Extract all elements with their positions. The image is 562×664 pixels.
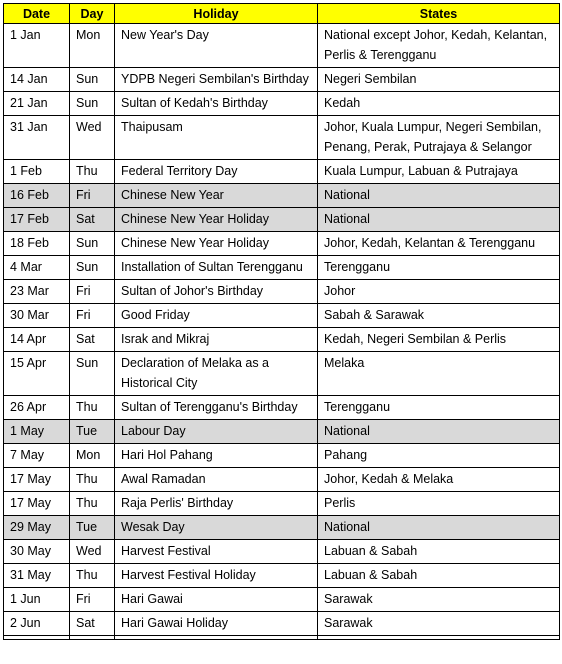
table-row xyxy=(4,612,560,636)
cell-day: Sun xyxy=(70,92,115,116)
cell-date: 4 Mar xyxy=(4,256,70,280)
cell-states: National xyxy=(318,184,560,208)
cell-states: Labuan & Sabah xyxy=(318,564,560,588)
cell-date: 17 Feb xyxy=(4,208,70,232)
cell-date: 31 May xyxy=(4,564,70,588)
cell-states: Perlis xyxy=(318,492,560,516)
cell-day: Wed xyxy=(70,116,115,160)
table-row xyxy=(4,444,560,468)
table-row xyxy=(4,540,560,564)
table-row xyxy=(4,208,560,232)
table-body xyxy=(4,24,560,640)
table-row xyxy=(4,492,560,516)
cell-day: Sun xyxy=(70,352,115,396)
cell-holiday: Raja Perlis' Birthday xyxy=(115,492,318,516)
cell-date: 23 Mar xyxy=(4,280,70,304)
cell-holiday: Thaipusam xyxy=(115,116,318,160)
table-row xyxy=(4,588,560,612)
table-row xyxy=(4,92,560,116)
cell-states: Kuala Lumpur, Labuan & Putrajaya xyxy=(318,160,560,184)
cell-states: National xyxy=(318,516,560,540)
cell-day: Sat xyxy=(70,612,115,636)
cell-date: 16 Feb xyxy=(4,184,70,208)
cell-date: 21 Jan xyxy=(4,92,70,116)
table-row xyxy=(4,68,560,92)
cell-states: Johor, Kedah, Kelantan & Terengganu xyxy=(318,232,560,256)
cell-day: Wed xyxy=(70,540,115,564)
cell-holiday: Sultan of Terengganu's Birthday xyxy=(115,396,318,420)
table-row xyxy=(4,280,560,304)
cell-states: Melaka xyxy=(318,352,560,396)
cell-date: 18 Feb xyxy=(4,232,70,256)
cell-holiday: Chinese New Year Holiday xyxy=(115,208,318,232)
cell-date: 17 May xyxy=(4,468,70,492)
cell-states: National except Johor, Kedah, Kelantan, Perlis & Terengganu xyxy=(318,24,560,68)
table-row xyxy=(4,304,560,328)
table-row xyxy=(4,256,560,280)
cell-date xyxy=(4,636,70,640)
cell-states: Negeri Sembilan xyxy=(318,68,560,92)
cell-date: 31 Jan xyxy=(4,116,70,160)
header-row xyxy=(4,4,560,24)
cell-holiday: New Year's Day xyxy=(115,24,318,68)
cell-states: Kedah xyxy=(318,92,560,116)
cell-day: Thu xyxy=(70,492,115,516)
cell-day: Fri xyxy=(70,588,115,612)
cell-states: Sarawak xyxy=(318,588,560,612)
cell-day: Sun xyxy=(70,256,115,280)
cell-states: Pahang xyxy=(318,444,560,468)
cell-holiday: Sultan of Kedah's Birthday xyxy=(115,92,318,116)
cell-day: Thu xyxy=(70,160,115,184)
cell-holiday: Israk and Mikraj xyxy=(115,328,318,352)
cell-states: Johor xyxy=(318,280,560,304)
cell-day: Fri xyxy=(70,304,115,328)
cell-date: 26 Apr xyxy=(4,396,70,420)
table-row xyxy=(4,184,560,208)
cell-holiday: Chinese New Year xyxy=(115,184,318,208)
cell-holiday: Harvest Festival xyxy=(115,540,318,564)
cell-states: Sabah & Sarawak xyxy=(318,304,560,328)
table-row xyxy=(4,232,560,256)
cell-day: Sun xyxy=(70,68,115,92)
cell-holiday: YDPB Negeri Sembilan's Birthday xyxy=(115,68,318,92)
cell-date: 17 May xyxy=(4,492,70,516)
cell-date: 15 Apr xyxy=(4,352,70,396)
table-header xyxy=(4,4,560,24)
cell-day: Sat xyxy=(70,328,115,352)
cell-date: 30 May xyxy=(4,540,70,564)
cell-day: Mon xyxy=(70,444,115,468)
table-row xyxy=(4,516,560,540)
cell-day: Mon xyxy=(70,24,115,68)
holiday-table xyxy=(3,3,560,640)
cell-date: 1 Jun xyxy=(4,588,70,612)
cell-states: Terengganu xyxy=(318,256,560,280)
cell-day: Thu xyxy=(70,468,115,492)
cell-states: Terengganu xyxy=(318,396,560,420)
cell-date: 1 Jan xyxy=(4,24,70,68)
header-date: Date xyxy=(4,4,70,24)
cell-date: 7 May xyxy=(4,444,70,468)
cell-date: 30 Mar xyxy=(4,304,70,328)
cell-date: 1 Feb xyxy=(4,160,70,184)
cell-holiday: Labour Day xyxy=(115,420,318,444)
cell-states: Sarawak xyxy=(318,612,560,636)
cell-states: Johor, Kuala Lumpur, Negeri Sembilan, Penang, Perak, Putrajaya & Selangor xyxy=(318,116,560,160)
cell-day: Sat xyxy=(70,208,115,232)
table-row xyxy=(4,420,560,444)
cell-day xyxy=(70,636,115,640)
table-row xyxy=(4,564,560,588)
cell-states: National xyxy=(318,420,560,444)
cell-holiday: Awal Ramadan xyxy=(115,468,318,492)
cell-holiday: Federal Territory Day xyxy=(115,160,318,184)
header-states: States xyxy=(318,4,560,24)
header-holiday: Holiday xyxy=(115,4,318,24)
cell-states: National xyxy=(318,208,560,232)
cell-holiday: Sultan of Johor's Birthday xyxy=(115,280,318,304)
cell-date: 1 May xyxy=(4,420,70,444)
cell-holiday: Installation of Sultan Terengganu xyxy=(115,256,318,280)
table-row xyxy=(4,24,560,68)
cell-holiday: Wesak Day xyxy=(115,516,318,540)
cell-date: 14 Apr xyxy=(4,328,70,352)
cell-day: Thu xyxy=(70,396,115,420)
table-row xyxy=(4,636,560,640)
table-row xyxy=(4,396,560,420)
table-row xyxy=(4,352,560,396)
cell-day: Thu xyxy=(70,564,115,588)
cell-states: Labuan & Sabah xyxy=(318,540,560,564)
cell-states: Johor, Kedah & Melaka xyxy=(318,468,560,492)
cell-holiday: Good Friday xyxy=(115,304,318,328)
cell-holiday xyxy=(115,636,318,640)
cell-date: 29 May xyxy=(4,516,70,540)
cell-date: 2 Jun xyxy=(4,612,70,636)
cell-states: Kedah, Negeri Sembilan & Perlis xyxy=(318,328,560,352)
cell-holiday: Hari Gawai xyxy=(115,588,318,612)
cell-day: Tue xyxy=(70,516,115,540)
cell-holiday: Declaration of Melaka as a Historical City xyxy=(115,352,318,396)
table-row xyxy=(4,328,560,352)
table-row xyxy=(4,116,560,160)
table-row xyxy=(4,468,560,492)
cell-states xyxy=(318,636,560,640)
cell-day: Fri xyxy=(70,280,115,304)
cell-day: Fri xyxy=(70,184,115,208)
cell-holiday: Hari Gawai Holiday xyxy=(115,612,318,636)
table-row xyxy=(4,160,560,184)
header-day: Day xyxy=(70,4,115,24)
cell-day: Tue xyxy=(70,420,115,444)
cell-holiday: Chinese New Year Holiday xyxy=(115,232,318,256)
cell-holiday: Hari Hol Pahang xyxy=(115,444,318,468)
cell-date: 14 Jan xyxy=(4,68,70,92)
cell-holiday: Harvest Festival Holiday xyxy=(115,564,318,588)
cell-day: Sun xyxy=(70,232,115,256)
